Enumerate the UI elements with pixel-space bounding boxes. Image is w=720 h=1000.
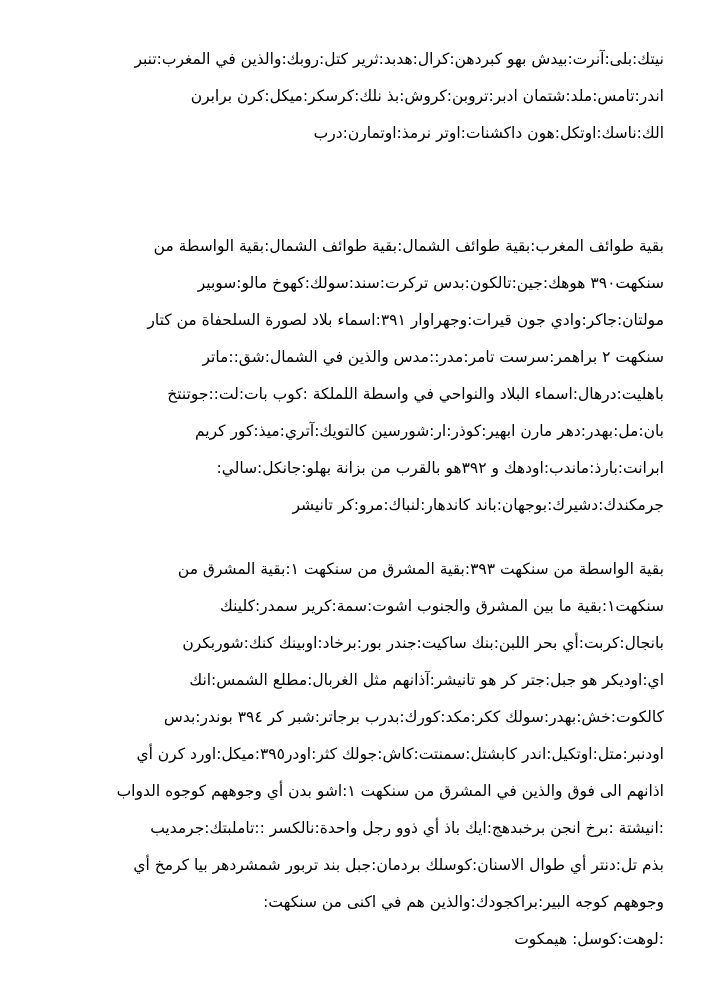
text-line: سنكهت ٢ براهمر:سرست تامر:مدر::مدس والذين في الشمال:شق::ماتر xyxy=(202,348,664,366)
text-line: باهليت:درهال:اسماء البلاد والنواحي في واسطة اللملكة :كوب بات:لت::جوتنتخ xyxy=(167,385,664,403)
text-line: وجوههم كوجه البير:براكجودك:والذين هم في اكنى من سنكهت: xyxy=(263,893,664,911)
text-line: اذانهم الى فوق والذين في المشرق من سنكهت ١:اشو بدن أي وجوههم كوجوه الدواب xyxy=(116,782,664,800)
text-line: اودنبر:متل:اوتكيل:اندر كابشتل:سمنتت:كاش:جولك كثر:اودر٣٩٥:ميكل:اورد كرن أي xyxy=(136,745,664,763)
text-line: بذم تل:دنتر أي طوال الاسنان:كوسلك بردمان:جبل بند تربور شمشردهر بيا كرمخ أي xyxy=(133,856,664,874)
text-line: بقية طوائف المغرب:بقية طوائف الشمال:بقية طوائف الشمال:بقية الواسطة من xyxy=(153,237,664,255)
paragraph-3 xyxy=(58,551,664,958)
text-line: مولتان:جاكر:وادي جون قيرات:وجهراوار ٣٩١:اسماء بلاد لصورة السلحفاة من كتار xyxy=(147,311,664,329)
text-line: اندر:تامس:ملد:شتمان ادبر:تروبن:كروش:بذ نلك:كرسكر:ميكل:كرن برابرن xyxy=(190,87,664,105)
text-line: سنكهت٣٩٠ هوهك:جين:تالكون:بدس تركرت:سند:سولك:كهوخ مالو:سوبير xyxy=(197,274,664,292)
paragraph-1 xyxy=(58,41,664,152)
text-line: سنكهت١:بقية ما بين المشرق والجنوب اشوت:سمة:كرير سمدر:كلينك xyxy=(220,597,664,615)
text-line: :انيشتة :برخ انجن برخبدهج:ايك باذ أي ذوو رجل واحدة:نالكسر ::تاملبتك:جرمديب xyxy=(150,819,664,837)
text-line: بقية الواسطة من سنكهت ٣٩٣:بقية المشرق من سنكهت ١:بقية المشرق من xyxy=(177,560,664,578)
text-line: نيتك:بلى:آنرت:بيدش بهو كبردهن:كرال:هدبد:ثرير كتل:روبك:والذين في المغرب:تنبر xyxy=(134,50,664,68)
text-line: جرمكندك:دشيرك:بوجهان:باند كاندهار:لنباك:مرو:كر تانيشر xyxy=(292,496,664,514)
paragraph-2 xyxy=(58,228,664,524)
text-line: بان:مل:بهدر:دهر مارن ابهير:كوذر:ار:شورسين كالتويك:آتري:ميذ:كور كريم xyxy=(194,422,664,440)
text-line: ابرانت:بارذ:ماندب:اودهك و ٣٩٢هو بالقرب من بزانة بهلو:جانكل:سالي: xyxy=(216,459,664,477)
text-line: اي:اوديكر هو جبل:جتر كر هو تانيشر:آذانهم مثل الغربال:مطلع الشمس:انك xyxy=(189,671,664,689)
text-line: بانجال:كربت:أي بحر اللبن:بنك ساكيت:جندر بور:برخاد:اوبينك كنك:شوربكرن xyxy=(182,634,664,652)
text-line: كالكوت:خش:بهدر:سولك ككر:مكد:كورك:بدرب برجاتر:شبر كر ٣٩٤ بوندر:بدس xyxy=(163,708,664,726)
text-line: :لوهت:كوسل: هيمكوت xyxy=(514,930,664,948)
text-line: الك:ناسك:اوتكل:هون داكشنات:اوتر نرمذ:اوتمارن:درب xyxy=(313,124,664,142)
